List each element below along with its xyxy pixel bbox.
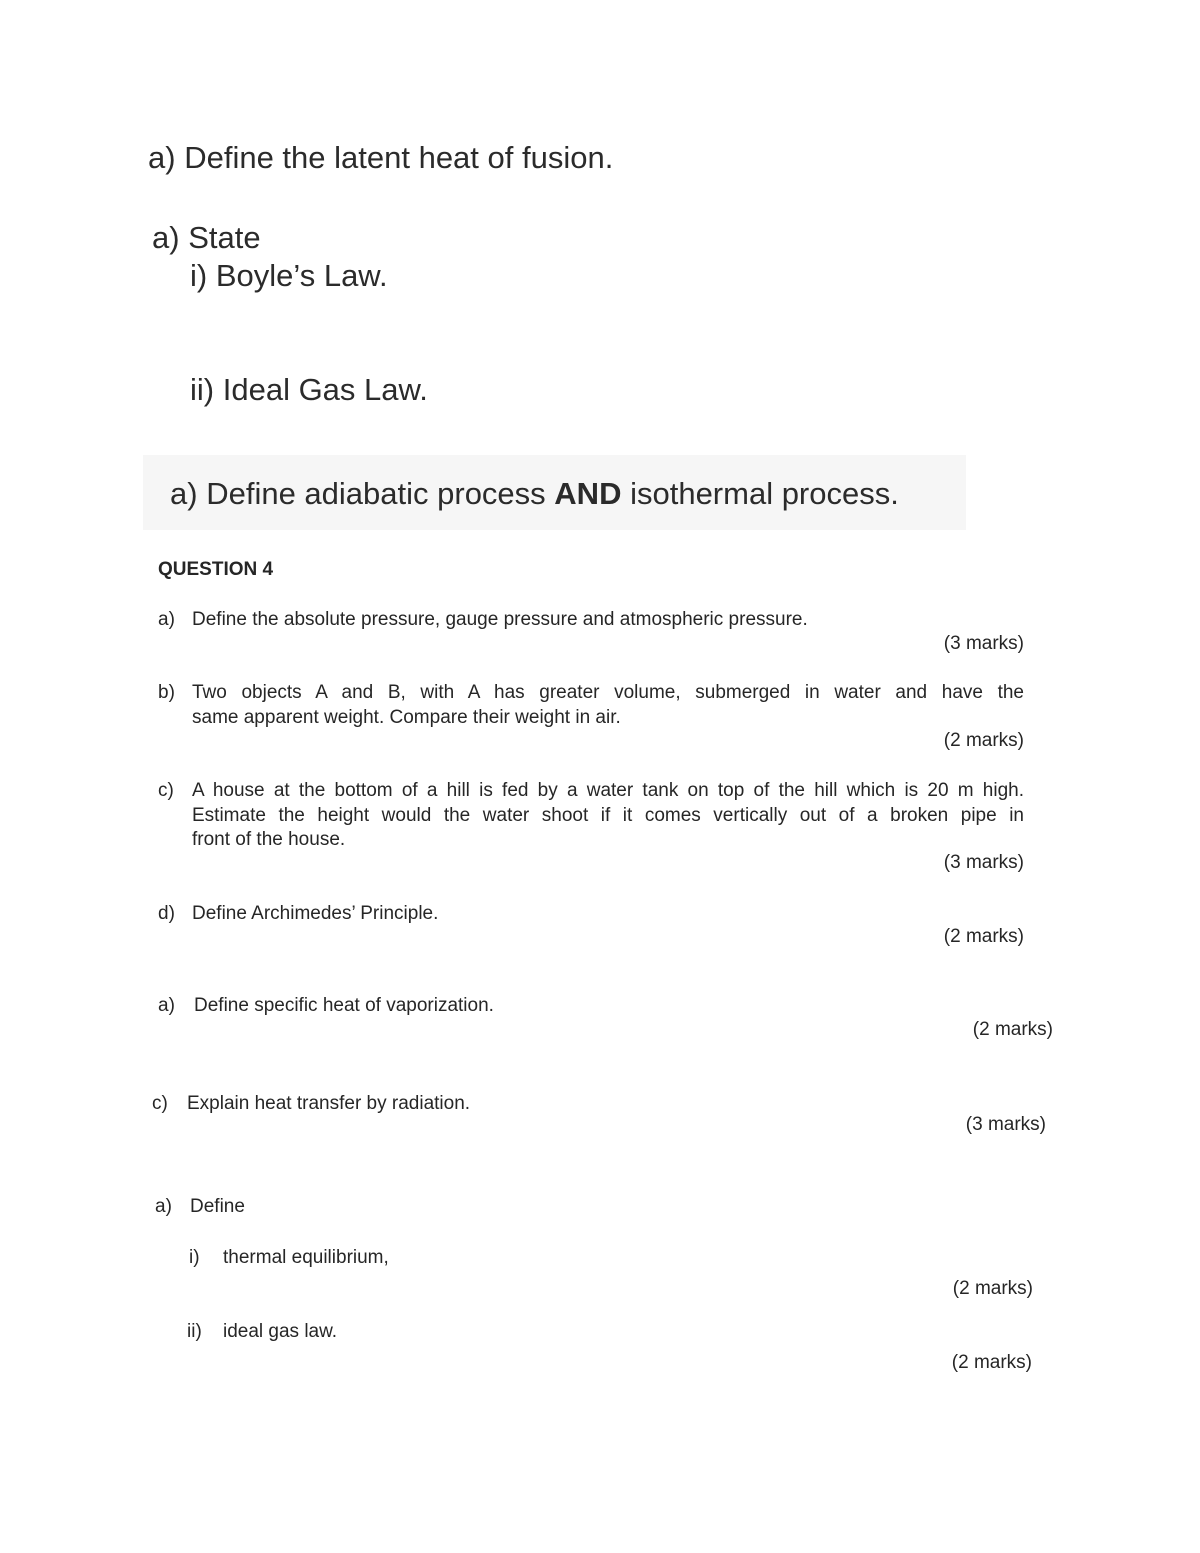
question-heat-radiation-label: c) <box>152 1093 168 1114</box>
subquestion-ideal-gas-law-label: ii) <box>187 1321 202 1342</box>
marks-label: (3 marks) <box>965 1114 1046 1135</box>
question-text: State <box>188 220 261 255</box>
question-label: a) <box>152 220 180 255</box>
question-specific-heat-vaporization <box>158 995 175 1017</box>
question-text: Define specific heat of vaporization. <box>194 995 494 1016</box>
part-label: a) <box>158 609 175 630</box>
subquestion-thermal-equilibrium-text: thermal equilibrium, <box>223 1247 389 1268</box>
question-latent-heat <box>148 140 613 176</box>
part-text-line: A house at the bottom of a hill is fed by a water tank on top of the hill which is 20 m high. <box>192 780 1024 801</box>
part-label: d) <box>158 903 175 924</box>
question-text-after: isothermal process. <box>621 476 899 511</box>
question-text: Define the latent heat of fusion. <box>184 140 614 175</box>
marks-label: (3 marks) <box>943 633 1024 654</box>
part-text-line: same apparent weight. Compare their weight in air. <box>192 706 621 728</box>
part-text-line: Two objects A and B, with A has greater volume, submerged in water and have the <box>192 682 1024 703</box>
marks-label: (2 marks) <box>943 730 1024 751</box>
part-text-line: Define the absolute pressure, gauge pressure and atmospheric pressure. <box>192 609 808 630</box>
question-define-label: a) <box>155 1196 172 1217</box>
part-text-line: front of the house. <box>192 829 346 850</box>
question-4-heading: QUESTION 4 <box>158 559 274 580</box>
subquestion-ideal-gas-law <box>190 372 428 408</box>
part-label: b) <box>158 682 175 703</box>
question-text-before: Define adiabatic process <box>206 476 555 511</box>
marks-label: (2 marks) <box>972 1019 1053 1040</box>
question-label: a) <box>170 476 198 511</box>
part-text-line: Estimate the height would the water shoot if it comes vertically out of a broken pipe in <box>192 804 1024 826</box>
marks-label: (3 marks) <box>943 852 1024 873</box>
marks-label: (2 marks) <box>951 1352 1032 1373</box>
question-state <box>152 220 261 256</box>
part-label: c) <box>158 780 174 801</box>
question-text-bold: AND <box>554 476 622 511</box>
subquestion-boyles-law <box>190 258 388 294</box>
question-adiabatic-isothermal <box>170 476 899 512</box>
subquestion-label: i) <box>190 258 208 293</box>
question-define-text: Define <box>190 1196 245 1217</box>
question-label: a) <box>148 140 176 175</box>
subquestion-thermal-equilibrium-label: i) <box>189 1247 200 1268</box>
question-heat-radiation-text: Explain heat transfer by radiation. <box>187 1093 471 1114</box>
part-text-line: Define Archimedes’ Principle. <box>192 903 439 924</box>
subquestion-text: Boyle’s Law. <box>215 258 388 293</box>
marks-label: (2 marks) <box>952 1278 1033 1299</box>
subquestion-ideal-gas-law-text: ideal gas law. <box>223 1321 338 1342</box>
subquestion-text: Ideal Gas Law. <box>222 372 428 407</box>
question-label: a) <box>158 995 175 1016</box>
marks-label: (2 marks) <box>943 926 1024 947</box>
subquestion-label: ii) <box>190 372 215 407</box>
